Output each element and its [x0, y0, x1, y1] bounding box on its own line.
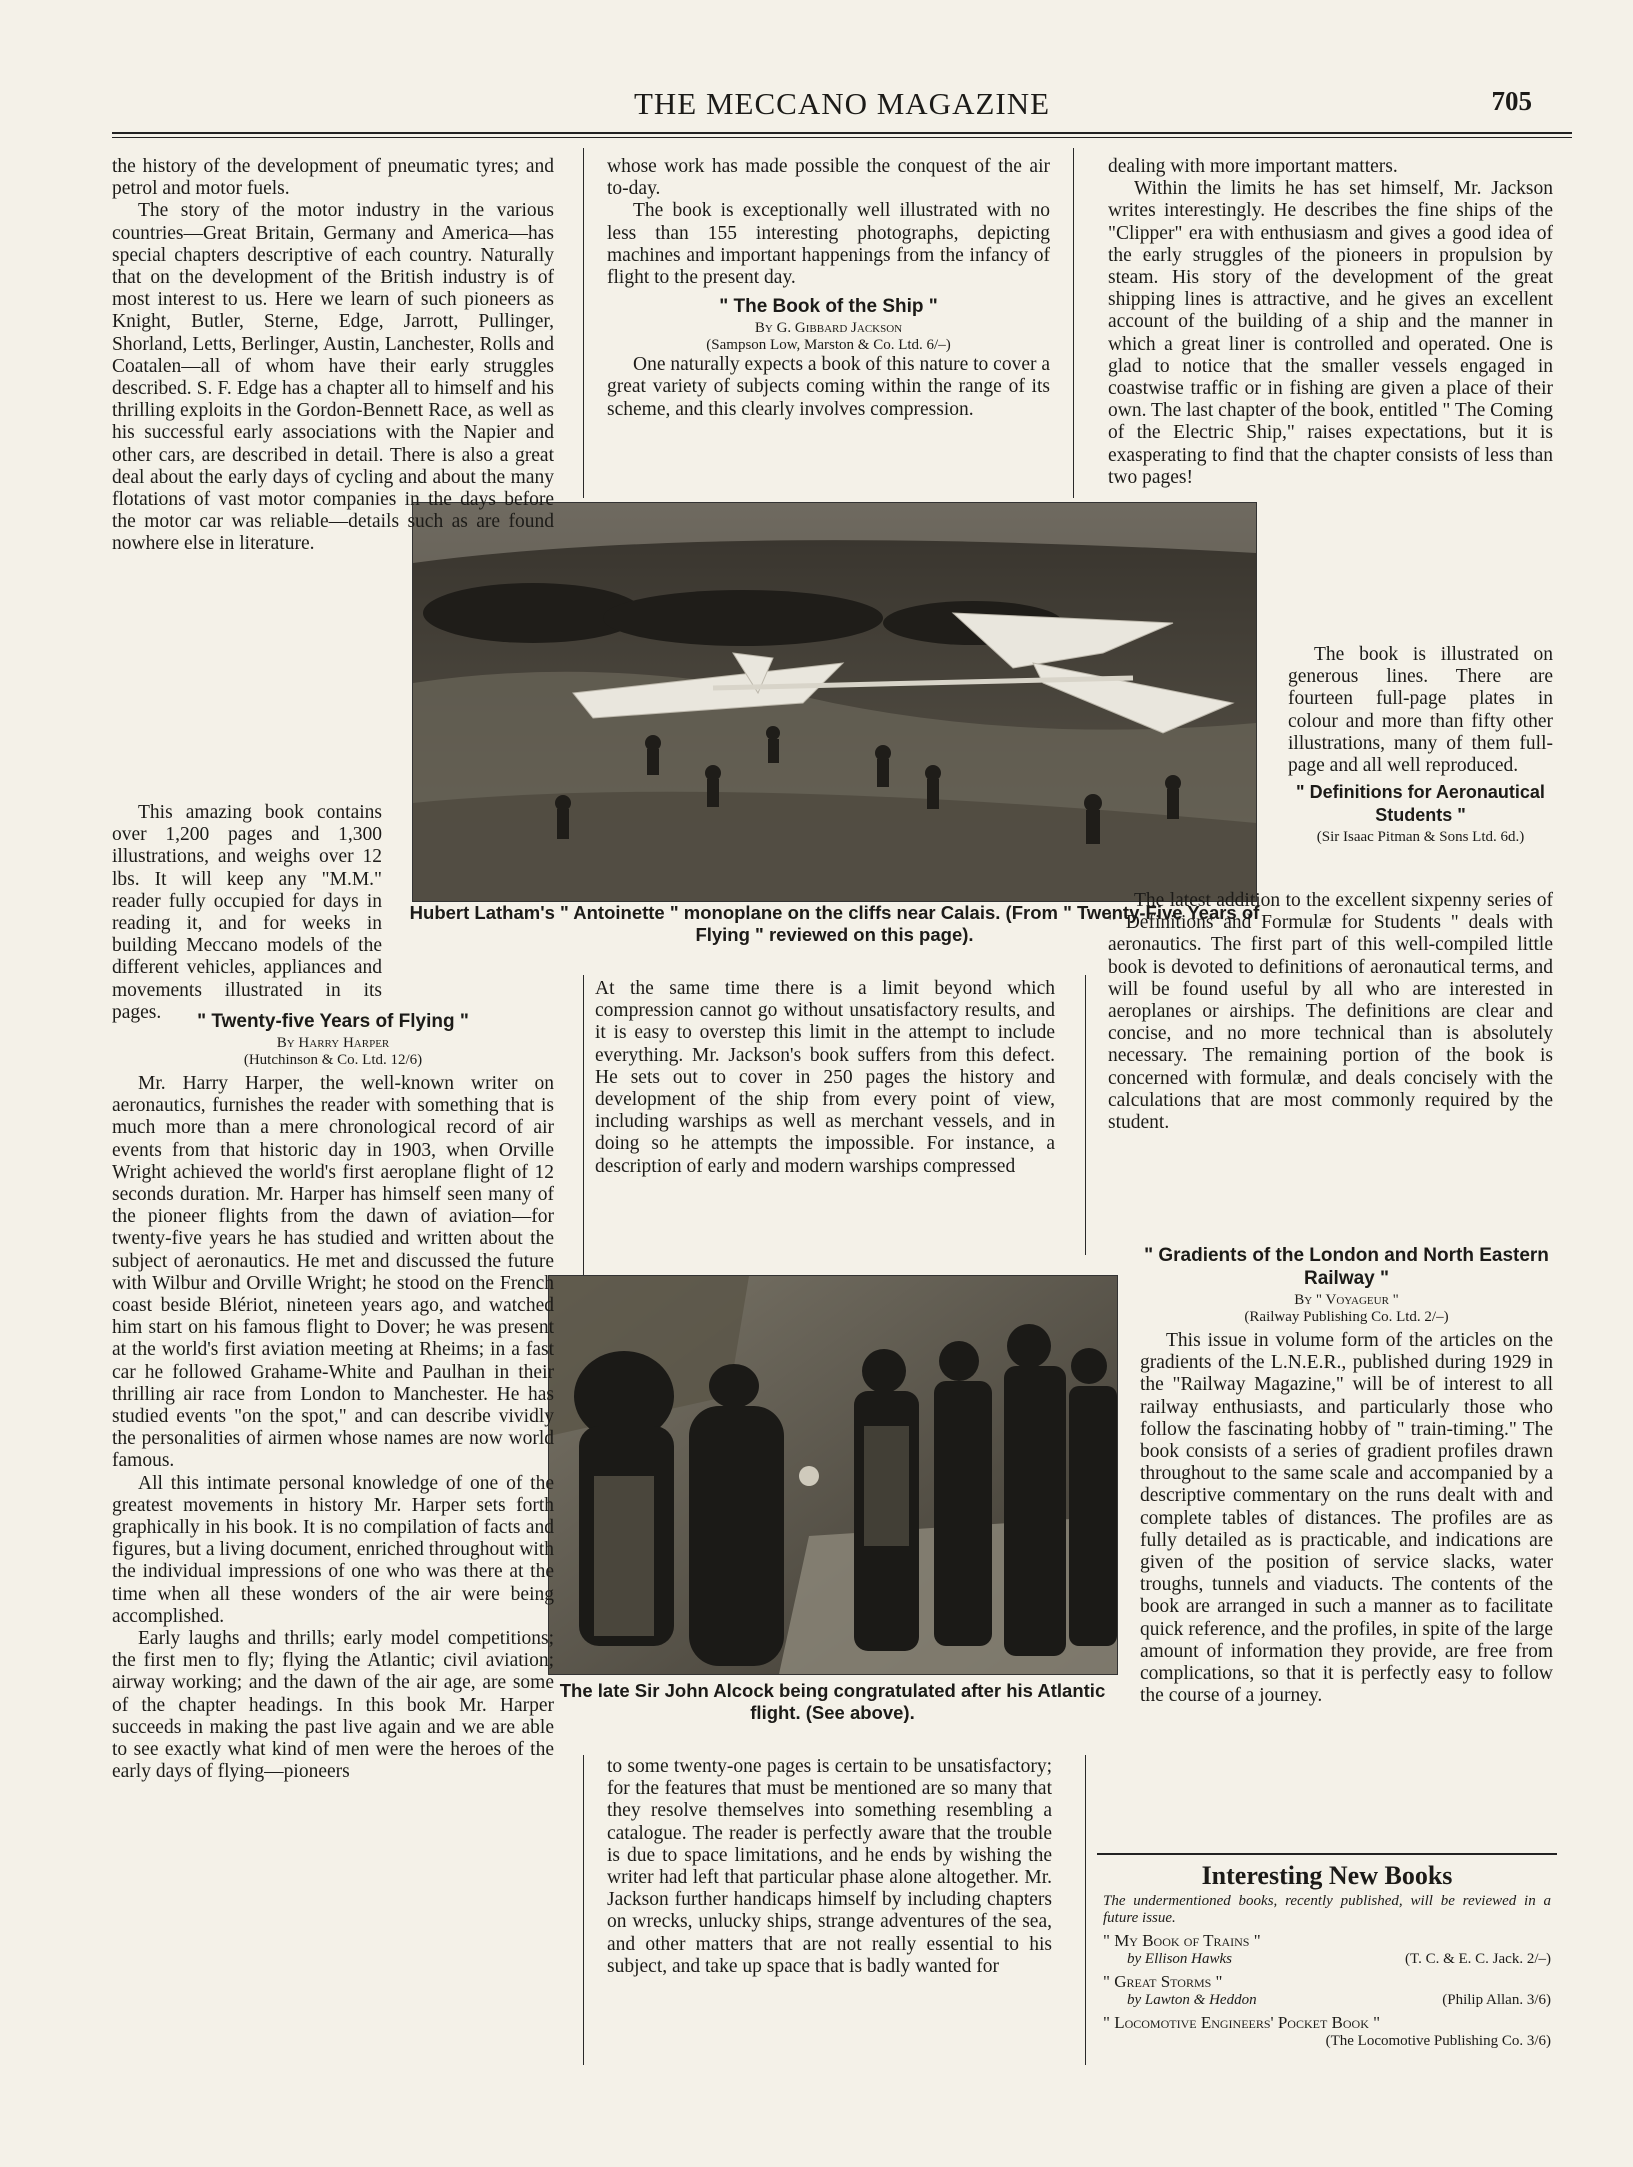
new-book-author: by Ellison Hawks — [1127, 1951, 1232, 1967]
review-heading-definitions: " Definitions for Aeronautical Students " — [1296, 782, 1545, 826]
paragraph: The book is exceptionally well illustrated with no less than 155 interesting photographs, depicting machines and important happenings from the infancy of flight to the present day. — [607, 200, 1050, 289]
review-author — [607, 320, 1050, 337]
new-book-item — [1103, 1972, 1551, 2010]
column-2-top — [607, 156, 1050, 421]
paragraph — [112, 200, 554, 555]
new-book-details — [1103, 2032, 1551, 2051]
new-book-publisher: (Philip Allan. 3/6) — [1442, 1992, 1551, 2008]
column-1-top — [112, 156, 554, 556]
review-publisher: (Sampson Low, Marston & Co. Ltd. 6/–) — [706, 337, 951, 354]
paragraph: whose work has made possible the conquest of the air to-day. — [607, 156, 1050, 200]
photo-alcock-congratulated — [548, 1275, 1118, 1675]
new-book-item — [1103, 2013, 1551, 2051]
page-number: 705 — [1491, 86, 1532, 116]
new-books-box — [1097, 1853, 1557, 2071]
paragraph: One naturally expects a book of this nature to cover a great variety of subjects coming within the range of its scheme, and this clearly involves compression. — [607, 354, 1050, 420]
review-heading-twenty-five-years: " Twenty-five Years of Flying " — [197, 1011, 469, 1032]
paragraph: This issue in volume form of the articles on the gradients of the L.N.E.R., published during 1929 in the "Railway Magazine," will be of interest to all railway enthusiasts, and particularly those who follow the fascinating hobby of " train-timing." The book consists of a series of gradient profiles drawn throughout to the same scale and accompanied by a descriptive commentary on the runs dealt with and complete tables of distances. The profiles are as fully detailed as is practicable, and indications are given of the position of service slacks, water troughs, tunnels and viaducts. The contents of the book are arranged in such a manner as to facilitate quick reference, and the profiles, in spite of the large amount of information they provide, are free from complications, so that it is perfectly easy to follow the course of a journey. — [1140, 1330, 1553, 1707]
review-publisher: (Railway Publishing Co. Ltd. 2/–) — [1244, 1309, 1449, 1325]
new-books-list — [1097, 1931, 1557, 2051]
new-books-intro: The undermentioned books, recently published, will be reviewed in a future issue. — [1103, 1893, 1551, 1926]
column-rule-2 — [1073, 148, 1074, 498]
review-heading-book-of-ship: " The Book of the Ship " — [719, 296, 938, 318]
paragraph: Early laughs and thrills; early model competitions; the first men to fly; flying the Atlantic; civil aviation; airway working; and the dawn of the air age, are some of the chapter headings. In this book Mr. Harper succeeds in making the past live again and we are able to see exactly what kind of men were the heroes of the early days of flying—pioneers — [112, 1628, 554, 1783]
column-rule-4 — [1085, 975, 1086, 1255]
review-publisher: (Hutchinson & Co. Ltd. 12/6) — [243, 1052, 423, 1068]
new-book-title: " Great Storms " — [1103, 1972, 1223, 1991]
new-book-author: by Lawton & Heddon — [1127, 1992, 1257, 2008]
paragraph: This amazing book contains over 1,200 pages and 1,300 illustrations, and weighs over 12 lbs. It will keep any "M.M." reader fully occupied for days in reading it, and for weeks in building Meccano models of the different vehicles, appliances and movements illustrated in its pages. — [112, 802, 382, 1023]
column-rule-3 — [583, 975, 584, 1275]
header-rule-thin — [112, 137, 1572, 138]
column-3-top — [1108, 156, 1553, 489]
paragraph-text: The story of the motor industry in the various countries—Great Britain, Germany and America—has special chapters descriptive of each country. Naturally that on the development of the British industry is of most interest to us. Here we learn of such pioneers as Knight, Butler, Sterne, Edge, Jarrott, Pullinger, Shorland, Letts, Berlinger, Austin, Lanchester, Rolls and Coatalen—all of whom have their early struggles described. S. F. Edge has a chapter all to himself and his thrilling exploits in the Gordon-Bennett Race, as well as his successful early associations with the Napier and other cars, are described in detail. There is also a great deal about the early days of cycling and about the many flotations of vast motor companies in the days before the motor car was reliable—details such as are found nowhere else in literature. — [112, 200, 554, 555]
alcock-illustration — [549, 1276, 1117, 1674]
page-header — [112, 86, 1572, 126]
new-book-publisher: (The Locomotive Publishing Co. 3/6) — [1325, 2033, 1551, 2049]
review-heading-gradients: " Gradients of the London and North Eastern Railway " — [1144, 1245, 1549, 1289]
review-author-text: By G. Gibbard Jackson — [754, 320, 903, 337]
review-author-text: By Harry Harper — [276, 1035, 390, 1051]
paragraph: Mr. Harry Harper, the well-known writer on aeronautics, furnishes the reader with something that is much more than a mere chronological record of air events from that historic day in 1903, when Orville Wright achieved the world's first aeroplane flight of 12 seconds duration. Mr. Harper has himself seen many of the pioneer flights from the dawn of aviation—for twenty-five years he has studied and written about the subject of aeronautics. He met and discussed the future with Wilbur and Orville Wright; he stood on the French coast beside Blériot, nineteen years ago, and watched him start on his famous flight to Dover; he was present at the world's first aviation meeting at Rheims; in a fast car he followed Grahame-White and Paulhan in their thrilling air race from London to Manchester. He has studied events "on the spot," and can describe vividly the personalities of airmen whose names are now world famous. — [112, 1073, 554, 1472]
paragraph: Within the limits he has set himself, Mr. Jackson writes interestingly. He describes the fine ships of the "Clipper" era with enthusiasm and gives a good idea of the early struggles of the pioneers in propulsion by steam. His story of the development of the great shipping lines is attractive, and he gives an excellent account of the building of a ship and the manner in which a great liner is controlled and operated. One is glad to notice that the smaller vessels engaged in coastwise traffic or in fishing are given a place of their own. The last chapter of the book, entitled " The Coming of the Electric Ship," raises expectations, but it is exasperating to find that the chapter consists of less than two pages! — [1108, 178, 1553, 488]
paragraph: dealing with more important matters. — [1108, 156, 1398, 177]
column-3-narrow — [1288, 644, 1553, 850]
new-book-details — [1103, 1991, 1551, 2010]
column-2-middle — [595, 978, 1055, 1178]
new-book-title: " Locomotive Engineers' Pocket Book " — [1103, 2013, 1381, 2032]
new-book-details — [1103, 1950, 1551, 1969]
paragraph: All this intimate personal knowledge of one of the greatest movements in history Mr. Harper sets forth graphically in his book. It is no compilation of facts and figures, but a living document, enriched throughout with the individual impressions of one who was there at the time when all these wonders of the air were being accomplished. — [112, 1472, 554, 1627]
column-2-bottom — [607, 1756, 1052, 1978]
column-3-middle — [1108, 890, 1553, 1134]
new-book-publisher: (T. C. & E. C. Jack. 2/–) — [1405, 1951, 1551, 1967]
new-book-title: " My Book of Trains " — [1103, 1931, 1261, 1950]
paragraph: to some twenty-one pages is certain to be unsatisfactory; for the features that must be mentioned are so many that they resolve themselves into something resembling a catalogue. The reader is perfectly aware that the trouble is due to space limitations, and he ends by wishing the writer had left that particular phase alone altogether. Mr. Jackson further handicaps himself by including chapters on wrecks, unlucky ships, strange adventures of the sea, and other matters that are not really essential to his subject, and take up space that is badly wanted for — [607, 1756, 1052, 1977]
column-1-lower — [112, 1004, 554, 1784]
paragraph: At the same time there is a limit beyond which compression cannot go without unsatisfactory results, and it is easy to overstep this limit in the attempt to include everything. Mr. Jackson's book suffers from this defect. He sets out to cover in 250 pages the history and development of the ship from every point of view, including warships as well as merchant vessels, and in doing so he attempts the impossible. For instance, a description of early and modern warships compressed — [595, 978, 1055, 1177]
review-publisher: (Sir Isaac Pitman & Sons Ltd. 6d.) — [1316, 829, 1525, 846]
column-rule-5 — [583, 1755, 584, 2065]
column-rule-1 — [583, 148, 584, 498]
paragraph: The latest addition to the excellent sixpenny series of " Definitions and Formulæ for Students " deals with aeronautics. The first part of this well-compiled little book is devoted to definitions of aeronautical terms, and will be found useful by all who are interested in aeroplanes or airships. The definitions are clear and concise, and no more technical than is absolutely necessary. The remaining portion of the book is concerned with formulæ, and deals concisely with the calculations that are most commonly required by the student. — [1108, 890, 1553, 1134]
box-top-rule — [1097, 1853, 1557, 1855]
photo-caption-alcock: The late Sir John Alcock being congratulated after his Atlantic flight. (See above). — [559, 1680, 1106, 1723]
photo-antoinette-monoplane — [412, 502, 1257, 902]
column-1-middle — [112, 802, 382, 1024]
monoplane-illustration — [413, 503, 1256, 901]
new-books-title: Interesting New Books — [1201, 1861, 1453, 1890]
review-author — [1140, 1292, 1553, 1309]
new-book-item — [1103, 1931, 1551, 1969]
photo-caption-monoplane: Hubert Latham's " Antoinette " monoplane on the cliffs near Calais. (From " Twenty-Five Years of Flying " reviewed on this page). — [409, 902, 1260, 945]
review-author-text: By " Voyageur " — [1294, 1292, 1399, 1308]
paragraph: The book is illustrated on generous lines. There are fourteen full-page plates in colour and more than fifty other illustrations, many of them full-page and all well reproduced. — [1288, 644, 1553, 777]
review-author — [112, 1035, 554, 1052]
column-3-gradients — [1140, 1238, 1553, 1707]
column-rule-6 — [1085, 1755, 1086, 2065]
paragraph: the history of the development of pneumatic tyres; and petrol and motor fuels. — [112, 156, 554, 200]
header-rule — [112, 132, 1572, 134]
magazine-title: THE MECCANO MAGAZINE — [633, 86, 1051, 121]
